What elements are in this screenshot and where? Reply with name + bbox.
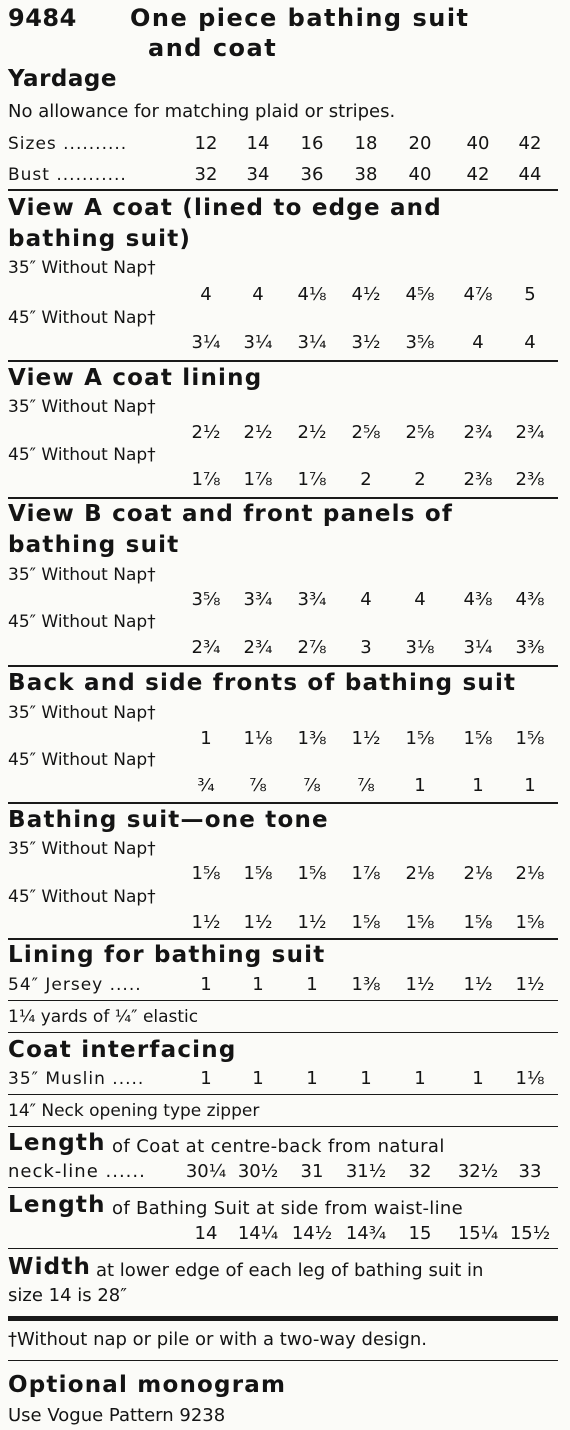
- value-cell: 1: [524, 775, 536, 796]
- value-cell: 3¾: [297, 589, 327, 610]
- section-heading: View A coat (lined to edge and: [8, 195, 442, 221]
- value-cell: 32: [408, 1161, 432, 1182]
- value-cell: 3¼: [297, 332, 327, 353]
- value-cell: 4: [360, 589, 372, 610]
- fabric-width-label: 35″ Without Nap†: [8, 258, 156, 278]
- value-cell: 1½: [351, 728, 381, 749]
- length-coat-text-2: neck-line ......: [8, 1161, 146, 1182]
- value-cell: 1: [414, 775, 426, 796]
- value-cell: 3¼: [463, 637, 493, 658]
- value-cell: 2⅜: [463, 469, 493, 490]
- monogram-heading: Optional monogram: [8, 1372, 287, 1398]
- value-cell: 1⅝: [463, 728, 493, 749]
- value-cell: 4⅜: [515, 589, 545, 610]
- value-cell: 4: [414, 589, 426, 610]
- value-cell: 3¼: [243, 332, 273, 353]
- divider: [8, 665, 558, 667]
- section-heading: Bathing suit—one tone: [8, 807, 329, 833]
- value-cell: 1½: [515, 974, 545, 995]
- value-cell: 1⅝: [297, 863, 327, 884]
- value-cell: 1: [200, 1068, 212, 1089]
- fabric-width-label: 45″ Without Nap†: [8, 612, 156, 632]
- fabric-width-label: 45″ Without Nap†: [8, 445, 156, 465]
- divider: [8, 1187, 558, 1188]
- fabric-width-label: 45″ Without Nap†: [8, 887, 156, 907]
- value-cell: 44: [518, 164, 542, 185]
- value-cell: 18: [354, 133, 378, 154]
- monogram-text: Use Vogue Pattern 9238: [8, 1405, 226, 1426]
- value-cell: 1: [252, 974, 264, 995]
- value-cell: 1: [414, 1068, 426, 1089]
- value-cell: 15¼: [457, 1223, 499, 1244]
- value-cell: 1: [252, 1068, 264, 1089]
- value-cell: 2⅛: [515, 863, 545, 884]
- value-cell: 2⅝: [351, 422, 381, 443]
- value-cell: 1⅜: [351, 974, 381, 995]
- value-cell: 14: [246, 133, 270, 154]
- fabric-width-label: 35″ Without Nap†: [8, 703, 156, 723]
- divider: [8, 1032, 558, 1033]
- value-cell: 3¼: [191, 332, 221, 353]
- value-cell: 1: [306, 974, 318, 995]
- section-heading: Back and side fronts of bathing suit: [8, 670, 517, 696]
- value-cell: 16: [300, 133, 324, 154]
- divider: [8, 1094, 558, 1095]
- value-cell: 4⅜: [463, 589, 493, 610]
- value-cell: 40: [466, 133, 490, 154]
- value-cell: 1: [360, 1068, 372, 1089]
- value-cell: 5: [524, 284, 536, 305]
- value-cell: 4: [524, 332, 536, 353]
- value-cell: 1: [472, 1068, 484, 1089]
- value-cell: 3⅜: [515, 637, 545, 658]
- value-cell: ⅞: [249, 775, 267, 796]
- value-cell: 1½: [405, 974, 435, 995]
- value-cell: 3⅛: [405, 637, 435, 658]
- value-cell: 2½: [297, 422, 327, 443]
- value-cell: 1⅝: [515, 912, 545, 933]
- length-coat-heading: Length: [8, 1130, 106, 1156]
- fabric-width-label: 35″ Without Nap†: [8, 839, 156, 859]
- value-cell: 4⅛: [297, 284, 327, 305]
- value-cell: 2⅜: [515, 469, 545, 490]
- value-cell: 1⅝: [463, 912, 493, 933]
- value-cell: 38: [354, 164, 378, 185]
- value-cell: 2¾: [191, 637, 221, 658]
- value-cell: 15½: [509, 1223, 551, 1244]
- divider: [8, 1248, 558, 1249]
- value-cell: 2⅛: [463, 863, 493, 884]
- value-cell: 14¼: [237, 1223, 279, 1244]
- footnote: †Without nap or pile or with a two-way design.: [8, 1329, 427, 1350]
- value-cell: 1: [472, 775, 484, 796]
- divider: [8, 497, 558, 499]
- value-cell: 1⅝: [191, 863, 221, 884]
- bust-label: Bust ...........: [8, 165, 127, 185]
- section-heading: bathing suit: [8, 532, 180, 558]
- value-cell: 1⅛: [515, 1068, 545, 1089]
- value-cell: 12: [194, 133, 218, 154]
- value-cell: 1: [306, 1068, 318, 1089]
- interfacing-note: 14″ Neck opening type zipper: [8, 1101, 260, 1121]
- value-cell: 34: [246, 164, 270, 185]
- fabric-width-label: 35″ Without Nap†: [8, 397, 156, 417]
- value-cell: 1⅝: [405, 728, 435, 749]
- pattern-title-line2: and coat: [148, 34, 278, 62]
- value-cell: 30½: [237, 1161, 279, 1182]
- value-cell: 4⅞: [463, 284, 493, 305]
- interfacing-heading: Coat interfacing: [8, 1037, 237, 1063]
- lining-note: 1¼ yards of ¼″ elastic: [8, 1007, 199, 1027]
- value-cell: 14¾: [345, 1223, 387, 1244]
- value-cell: 1½: [191, 912, 221, 933]
- value-cell: 1: [200, 974, 212, 995]
- divider: [8, 802, 558, 804]
- value-cell: 2: [414, 469, 426, 490]
- value-cell: 36: [300, 164, 324, 185]
- value-cell: 2¾: [515, 422, 545, 443]
- value-cell: 14: [194, 1223, 218, 1244]
- value-cell: 2¾: [243, 637, 273, 658]
- value-cell: 31: [300, 1161, 324, 1182]
- divider: [8, 189, 558, 191]
- value-cell: 1⅝: [515, 728, 545, 749]
- fabric-width-label: 45″ Without Nap†: [8, 750, 156, 770]
- lining-heading: Lining for bathing suit: [8, 942, 326, 968]
- value-cell: 2: [360, 469, 372, 490]
- length-suit-heading: Length: [8, 1192, 106, 1218]
- value-cell: 15: [408, 1223, 432, 1244]
- width-text: at lower edge of each leg of bathing suit in: [96, 1260, 484, 1281]
- value-cell: 3½: [351, 332, 381, 353]
- length-suit-text: of Bathing Suit at side from waist-line: [112, 1198, 463, 1219]
- value-cell: 4: [472, 332, 484, 353]
- yardage-heading: Yardage: [8, 66, 117, 92]
- value-cell: 30¼: [185, 1161, 227, 1182]
- value-cell: 14½: [291, 1223, 333, 1244]
- value-cell: 2½: [243, 422, 273, 443]
- value-cell: 3: [360, 637, 372, 658]
- yardage-note: No allowance for matching plaid or stripes.: [8, 101, 396, 122]
- value-cell: 32: [194, 164, 218, 185]
- value-cell: 1⅝: [351, 912, 381, 933]
- fabric-width-label: 45″ Without Nap†: [8, 308, 156, 328]
- value-cell: ¾: [197, 775, 215, 796]
- divider: [8, 1000, 558, 1001]
- divider: [8, 1360, 558, 1361]
- value-cell: 1½: [463, 974, 493, 995]
- value-cell: 42: [466, 164, 490, 185]
- width-text-2: size 14 is 28″: [8, 1285, 127, 1306]
- value-cell: 2⅞: [297, 637, 327, 658]
- value-cell: 4: [252, 284, 264, 305]
- value-cell: 3⅝: [191, 589, 221, 610]
- width-heading: Width: [8, 1254, 92, 1280]
- value-cell: 1½: [297, 912, 327, 933]
- value-cell: 1⅞: [243, 469, 273, 490]
- value-cell: 3¾: [243, 589, 273, 610]
- value-cell: ⅞: [357, 775, 375, 796]
- value-cell: 1⅜: [297, 728, 327, 749]
- value-cell: ⅞: [303, 775, 321, 796]
- pattern-title-line1: One piece bathing suit: [130, 4, 470, 32]
- section-heading: View A coat lining: [8, 365, 263, 391]
- value-cell: 31½: [345, 1161, 387, 1182]
- divider: [8, 1126, 558, 1127]
- value-cell: 33: [518, 1161, 542, 1182]
- value-cell: 1⅛: [243, 728, 273, 749]
- value-cell: 1⅝: [405, 912, 435, 933]
- value-cell: 4½: [351, 284, 381, 305]
- section-heading: View B coat and front panels of: [8, 501, 454, 527]
- value-cell: 40: [408, 164, 432, 185]
- lining-row-label: 54″ Jersey .....: [8, 975, 142, 995]
- value-cell: 32½: [457, 1161, 499, 1182]
- value-cell: 1⅞: [351, 863, 381, 884]
- value-cell: 3⅝: [405, 332, 435, 353]
- interfacing-row-label: 35″ Muslin .....: [8, 1069, 145, 1089]
- value-cell: 20: [408, 133, 432, 154]
- fabric-width-label: 35″ Without Nap†: [8, 565, 156, 585]
- section-heading: bathing suit): [8, 226, 192, 252]
- sizes-label: Sizes ..........: [8, 134, 128, 154]
- divider: [8, 938, 558, 940]
- heavy-divider: [8, 1316, 558, 1321]
- value-cell: 2⅛: [405, 863, 435, 884]
- divider: [8, 360, 558, 362]
- pattern-number: 9484: [8, 4, 77, 32]
- value-cell: 4⅝: [405, 284, 435, 305]
- value-cell: 1⅞: [297, 469, 327, 490]
- value-cell: 1⅝: [243, 863, 273, 884]
- value-cell: 1½: [243, 912, 273, 933]
- value-cell: 4: [200, 284, 212, 305]
- value-cell: 1⅞: [191, 469, 221, 490]
- value-cell: 2¾: [463, 422, 493, 443]
- value-cell: 2⅝: [405, 422, 435, 443]
- value-cell: 42: [518, 133, 542, 154]
- value-cell: 1: [200, 728, 212, 749]
- value-cell: 2½: [191, 422, 221, 443]
- length-coat-text: of Coat at centre-back from natural: [112, 1136, 445, 1157]
